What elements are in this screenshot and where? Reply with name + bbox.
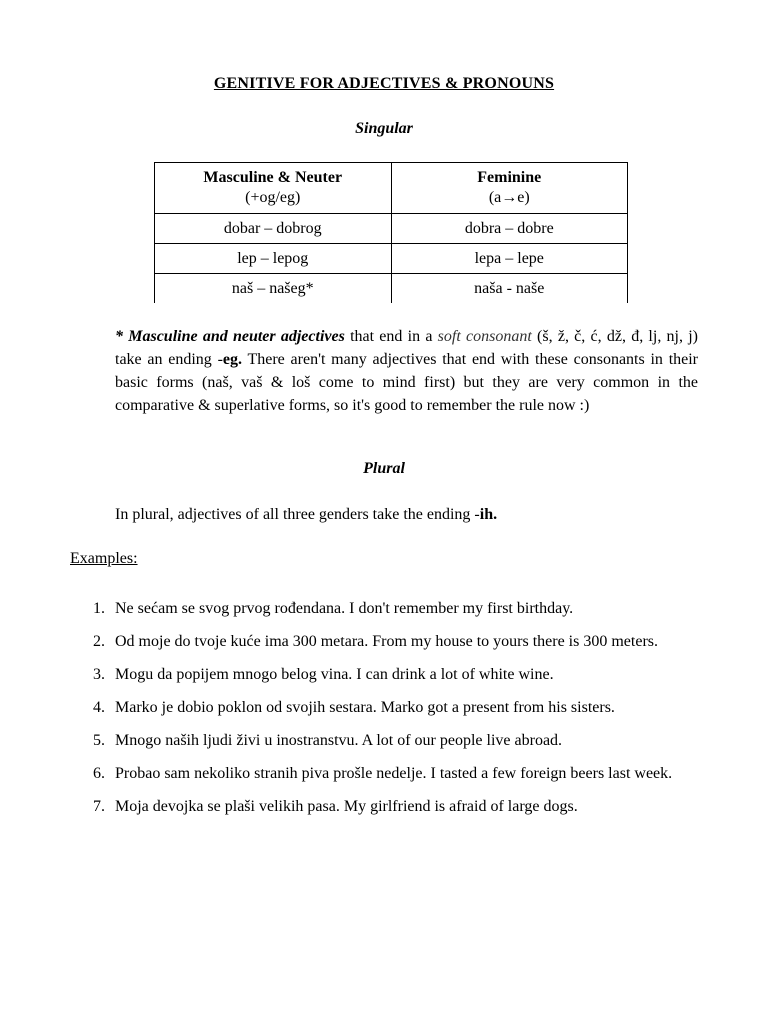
singular-forms-table: [154, 162, 628, 303]
note-text: (š, ž, č, ć, dž, đ, lj, nj, j) take an ending -: [115, 328, 699, 368]
table-cell: dobra – dobre: [391, 214, 628, 244]
table-cell: naš – našeg*: [155, 274, 392, 304]
plural-rule-text: In plural, adjectives of all three genders take the ending -: [115, 506, 480, 523]
list-number: 1.: [93, 600, 105, 617]
list-number: 7.: [93, 798, 105, 815]
example-text: Ne sećam se svog prvog rođendana. I don't remember my first birthday.: [115, 600, 574, 617]
table-cell: dobar – dobrog: [155, 214, 392, 244]
table-cell: lepa – lepe: [391, 244, 628, 274]
table-row: [155, 244, 628, 274]
table-cell: naša - naše: [391, 274, 628, 304]
list-item: [70, 691, 698, 724]
example-text: Mnogo naših ljudi živi u inostranstvu. A lot of our people live abroad.: [115, 732, 563, 749]
table-row: [155, 214, 628, 244]
singular-heading: Singular: [355, 120, 413, 137]
example-text: Mogu da popijem mnogo belog vina. I can drink a lot of white wine.: [115, 666, 554, 683]
header-label: Feminine: [477, 169, 542, 186]
feminine-header: [391, 163, 628, 214]
examples-list: [70, 592, 698, 823]
examples-heading: Examples:: [70, 550, 138, 567]
note-soft-consonant: soft consonant: [437, 328, 532, 345]
header-ending: (a→e): [488, 189, 530, 206]
list-item: [70, 592, 698, 625]
example-text: Moja devojka se plaši velikih pasa. My girlfriend is afraid of large dogs.: [115, 798, 578, 815]
example-text: Marko je dobio poklon od svojih sestara. Marko got a present from his sisters.: [115, 699, 615, 716]
example-text: Od moje do tvoje kuće ima 300 metara. From my house to yours there is 300 meters.: [115, 633, 658, 650]
list-item: [70, 757, 698, 790]
header-label: Masculine & Neuter: [203, 169, 343, 186]
list-item: [70, 790, 698, 823]
note-lead: * Masculine and neuter adjectives: [115, 328, 345, 345]
note-text: that end in a: [344, 328, 438, 345]
table-row: [155, 274, 628, 304]
plural-heading: Plural: [363, 460, 405, 477]
list-item: [70, 724, 698, 757]
example-text: Probao sam nekoliko stranih piva prošle nedelje. I tasted a few foreign beers last week.: [115, 765, 673, 782]
list-item: [70, 658, 698, 691]
plural-rule: [115, 506, 497, 524]
soft-consonant-note: [115, 325, 698, 417]
list-number: 4.: [93, 699, 105, 716]
table-cell: lep – lepog: [155, 244, 392, 274]
table-header-row: [155, 163, 628, 214]
list-item: [70, 625, 698, 658]
list-number: 2.: [93, 633, 105, 650]
list-number: 3.: [93, 666, 105, 683]
plural-ending: ih.: [479, 506, 498, 523]
list-number: 6.: [93, 765, 105, 782]
header-ending: (+og/eg): [245, 189, 301, 206]
list-number: 5.: [93, 732, 105, 749]
page-title: GENITIVE FOR ADJECTIVES & PRONOUNS: [213, 75, 555, 92]
masculine-neuter-header: [155, 163, 392, 214]
note-ending: eg.: [222, 351, 243, 368]
note-text: There aren't many adjectives that end with these consonants in their basic forms (naš, vaš & loš come to mind first) but they are very common in the comparative & superlative forms, so it's good to remember the rule now :): [115, 351, 699, 414]
